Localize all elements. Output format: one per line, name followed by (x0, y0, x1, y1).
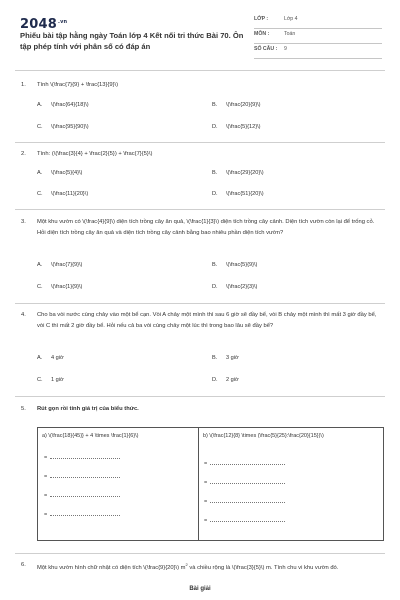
expression-b: b) \(\frac{12}{8} \times (\frac{5}{25}:\frac{20}{15})\) (203, 433, 324, 439)
meta-count-value: 9 (284, 46, 287, 52)
logo-text: 2048 (20, 17, 57, 32)
divider (15, 303, 385, 304)
meta-subject-row (254, 29, 382, 44)
question-2-option-a[interactable]: A. \(\frac{5}{4}\) (37, 170, 83, 176)
solution-heading: Bài giải (189, 586, 211, 592)
question-3-option-b[interactable]: B. \(\frac{5}{9}\) (212, 262, 258, 268)
meta-count-label: SỐ CÂU : (254, 46, 278, 52)
question-6-number: 6. (21, 562, 26, 568)
question-3-option-a[interactable]: A. \(\frac{7}{9}\) (37, 262, 83, 268)
answer-line-a3[interactable]: = (44, 492, 120, 499)
question-2-option-c[interactable]: C. \(\frac{11}{20}\) (37, 191, 89, 197)
question-6-text: Một khu vườn hình chữ nhật có diện tích \(\frac{9}{20}\) $m^2$ và chiều rộng là \(\frac{3}{5}\) m. Tính chu vi khu vườn đó. (37, 562, 339, 571)
question-2-option-d[interactable]: D. \(\frac{51}{20}\) (212, 191, 264, 197)
divider (15, 70, 385, 71)
divider (15, 142, 385, 143)
question-3-text: Một khu vườn có \(\frac{4}{9}\) diện tích trồng cây ăn quả, \(\frac{1}{3}\) diện tích trồng cây cảnh. Diện tích vườn còn lại để trống cỏ. Hỏi diện tích trồng cây ăn quả và diện tích trồng cây cảnh bằng bao nhiêu phần diện tích vườn? (37, 219, 375, 236)
question-4-option-d[interactable]: D. 2 giờ (212, 377, 239, 383)
question-4-number: 4. (21, 312, 26, 318)
table-column-divider (198, 428, 199, 540)
question-2-option-b[interactable]: B. \(\frac{29}{20}\) (212, 170, 264, 176)
question-1-text: Tính \(\frac{7}{9} + \frac{13}{9}\) (37, 82, 119, 88)
answer-line-b4[interactable]: = (204, 517, 285, 524)
meta-class-row (254, 14, 382, 29)
meta-count-row (254, 44, 382, 59)
meta-class-label: LỚP : (254, 16, 269, 22)
answer-line-a2[interactable]: = (44, 473, 120, 480)
question-3-option-d[interactable]: D. \(\frac{2}{3}\) (212, 284, 258, 290)
divider (15, 553, 385, 554)
divider (15, 396, 385, 397)
answer-line-b1[interactable]: = (204, 460, 285, 467)
question-5-text: Rút gọn rồi tính giá trị của biểu thức. (37, 406, 139, 412)
question-1-option-d[interactable]: D. \(\frac{5}{12}\) (212, 124, 261, 130)
question-4-option-a[interactable]: A. 4 giờ (37, 355, 64, 361)
question-2-number: 2. (21, 151, 26, 157)
answer-line-b3[interactable]: = (204, 498, 285, 505)
question-4-option-c[interactable]: C. 1 giờ (37, 377, 64, 383)
question-1-option-b[interactable]: B. \(\frac{20}{9}\) (212, 102, 261, 108)
site-logo[interactable] (20, 17, 67, 32)
meta-subject-label: MÔN : (254, 31, 270, 37)
question-1-option-a[interactable]: A. \(\frac{64}{18}\) (37, 102, 89, 108)
question-5-number: 5. (21, 406, 26, 412)
divider (15, 209, 385, 210)
question-4-text: Cho ba vòi nước cùng chảy vào một bể cạn. Vòi A chảy một mình thì sau 6 giờ sẽ đầy bể, vòi B chảy một mình thì mất 3 giờ đầy bể, vòi C thì mất 2 giờ đầy bể. Hỏi nếu cả ba vòi cùng chảy một lúc thì trong bao lâu sẽ đầy bể? (37, 312, 377, 329)
question-1-number: 1. (21, 82, 26, 88)
expression-a: a) \(\frac{18}{45}} + 4 \times \frac{1}{6}\) (42, 433, 139, 439)
question-4-option-b[interactable]: B. 3 giờ (212, 355, 239, 361)
answer-line-a1[interactable]: = (44, 454, 120, 461)
question-3-number: 3. (21, 219, 26, 225)
logo-suffix: .vn (57, 18, 68, 25)
meta-class-value: Lớp 4 (284, 16, 298, 22)
answer-line-a4[interactable]: = (44, 511, 120, 518)
answer-table (37, 427, 384, 541)
question-3-option-c[interactable]: C. \(\frac{1}{9}\) (37, 284, 83, 290)
answer-line-b2[interactable]: = (204, 479, 285, 486)
question-1-option-c[interactable]: C. \(\frac{95}{90}\) (37, 124, 89, 130)
meta-subject-value: Toán (284, 31, 296, 37)
question-2-text: Tính: (\(\frac{3}{4} + \frac{2}{5}) + \frac{7}{5}\) (37, 151, 153, 157)
document-title: Phiếu bài tập hằng ngày Toán lớp 4 Kết nối tri thức Bài 70. Ôn tập phép tính với phân số có đáp án (20, 31, 244, 51)
